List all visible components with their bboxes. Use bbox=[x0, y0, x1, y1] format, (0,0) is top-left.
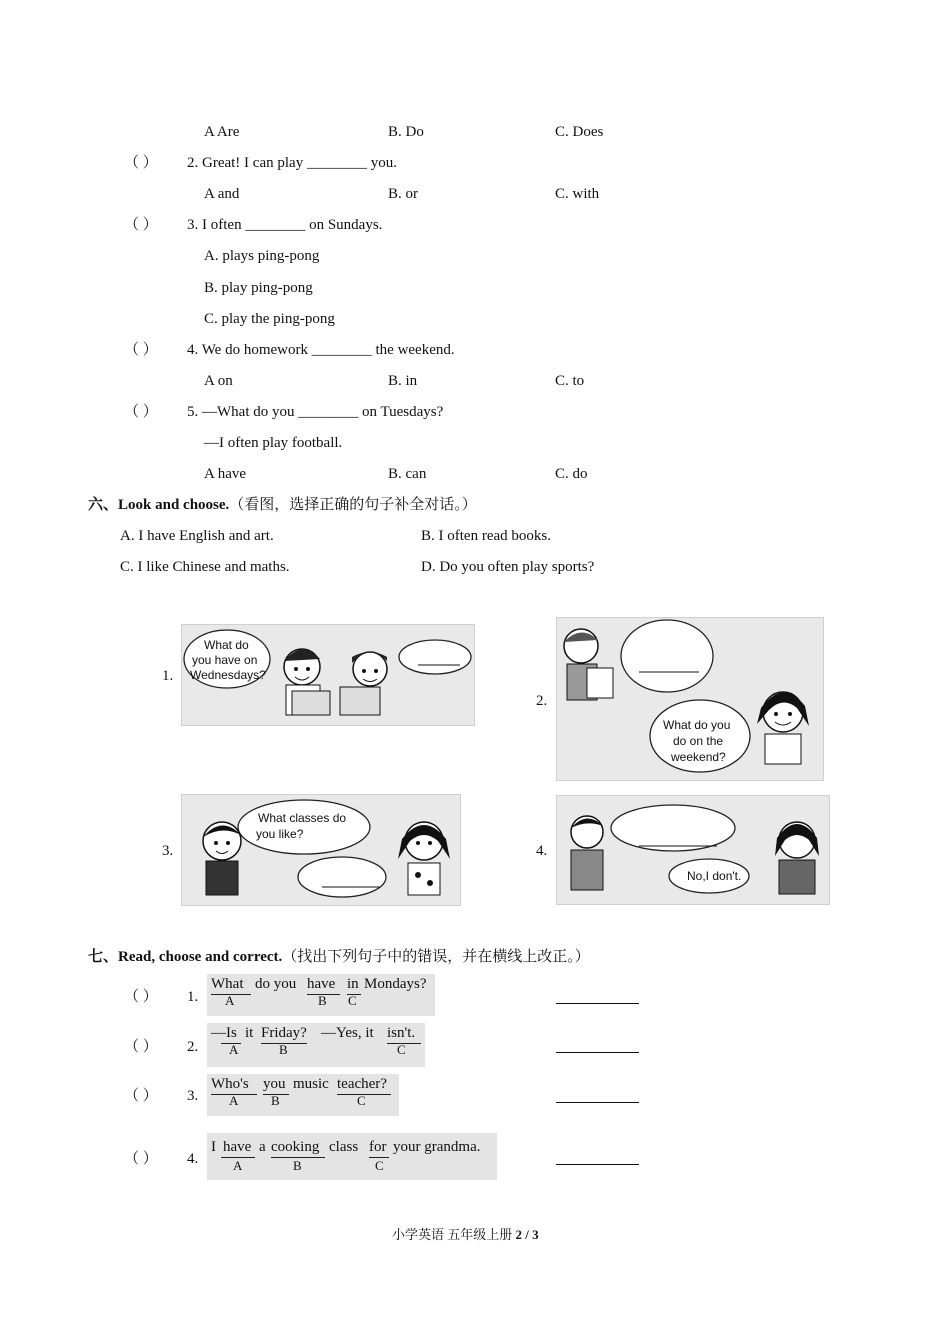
item-number: 4. bbox=[187, 1151, 199, 1167]
q2-stem: 2. Great! I can play ________ you. bbox=[187, 155, 397, 171]
q4-option-a: A on bbox=[204, 373, 233, 389]
choice-letter: A bbox=[229, 1093, 239, 1108]
page-number: 2 / 3 bbox=[515, 1227, 539, 1242]
strip-word: Who's bbox=[211, 1076, 249, 1092]
picture-4 bbox=[556, 795, 830, 905]
picture-number: 3. bbox=[162, 843, 174, 859]
bubble-line: Wednesdays? bbox=[190, 668, 266, 682]
correction-blank[interactable] bbox=[556, 1102, 639, 1103]
bubble-line: What classes do bbox=[258, 811, 347, 825]
q4-option-b: B. in bbox=[388, 373, 418, 389]
q5-option-a: A have bbox=[204, 466, 247, 482]
section6-number: 六、 bbox=[88, 497, 119, 513]
s6-option-d: D. Do you often play sports? bbox=[421, 559, 595, 575]
strip-word: it bbox=[245, 1025, 254, 1041]
picture-3 bbox=[181, 794, 461, 906]
choice-letter: B bbox=[318, 993, 327, 1008]
q1-option-b: B. Do bbox=[388, 124, 424, 140]
s6-option-a: A. I have English and art. bbox=[120, 528, 274, 544]
strip-word: I bbox=[211, 1139, 216, 1155]
picture-number: 1. bbox=[162, 668, 174, 684]
sentence-strip-3 bbox=[207, 1074, 399, 1116]
correction-blank[interactable] bbox=[556, 1003, 639, 1004]
correction-blank[interactable] bbox=[556, 1052, 639, 1053]
strip-word: have bbox=[307, 976, 336, 992]
choice-letter: C bbox=[357, 1093, 366, 1108]
q5-stem: 5. —What do you ________ on Tuesdays? bbox=[187, 404, 444, 420]
strip-word: in bbox=[347, 976, 359, 992]
picture-number: 4. bbox=[536, 843, 548, 859]
picture-number: 2. bbox=[536, 693, 548, 709]
strip-word: class bbox=[329, 1139, 359, 1155]
choice-letter: A bbox=[233, 1158, 243, 1173]
bubble-line: What do bbox=[204, 638, 249, 652]
strip-word: Friday? bbox=[261, 1025, 307, 1041]
item-number: 3. bbox=[187, 1088, 199, 1104]
strip-word: —Is bbox=[211, 1025, 237, 1041]
sentence-strip-1 bbox=[207, 974, 435, 1016]
strip-word: your grandma. bbox=[393, 1139, 481, 1155]
choice-letter: B bbox=[271, 1093, 280, 1108]
strip-word: teacher? bbox=[337, 1076, 387, 1092]
bubble-line: you have on bbox=[192, 653, 258, 667]
q2-option-c: C. with bbox=[555, 186, 600, 202]
section7-title: Read, choose and correct. bbox=[118, 949, 283, 965]
choice-letter: A bbox=[229, 1042, 239, 1057]
choice-letter: C bbox=[397, 1042, 406, 1057]
page-footer bbox=[392, 1226, 539, 1244]
strip-word: What bbox=[211, 976, 244, 992]
choice-letter: C bbox=[348, 993, 357, 1008]
strip-word: Mondays? bbox=[364, 976, 427, 992]
strip-word: music bbox=[293, 1076, 329, 1092]
strip-word: have bbox=[223, 1139, 252, 1155]
strip-word: a bbox=[259, 1139, 266, 1155]
section6-instruction: （看图，选择正确的句子补全对话。） bbox=[229, 497, 477, 513]
strip-word: —Yes, it bbox=[321, 1025, 374, 1041]
bubble-line: you like? bbox=[256, 827, 304, 841]
s6-option-b: B. I often read books. bbox=[421, 528, 551, 544]
answer-paren[interactable]: （ ） bbox=[124, 404, 158, 420]
strip-word: cooking bbox=[271, 1139, 320, 1155]
answer-paren[interactable]: （ ） bbox=[124, 342, 158, 358]
q4-option-c: C. to bbox=[555, 373, 585, 389]
s6-option-c: C. I like Chinese and maths. bbox=[120, 559, 290, 575]
bubble-line: No,I don't. bbox=[687, 869, 742, 883]
answer-paren[interactable]: （ ） bbox=[124, 1039, 158, 1055]
answer-paren[interactable]: （ ） bbox=[124, 989, 158, 1005]
q1-option-c: C. Does bbox=[555, 124, 604, 140]
section7-number: 七、 bbox=[88, 949, 119, 965]
q4-stem: 4. We do homework ________ the weekend. bbox=[187, 342, 455, 358]
item-number: 1. bbox=[187, 989, 199, 1005]
picture-2 bbox=[556, 617, 824, 781]
section7-heading bbox=[88, 948, 590, 966]
correction-blank[interactable] bbox=[556, 1164, 639, 1165]
strip-word: do you bbox=[255, 976, 297, 992]
answer-paren[interactable]: （ ） bbox=[124, 155, 158, 171]
sentence-strip-2 bbox=[207, 1023, 425, 1067]
q3-option-a: A. plays ping-pong bbox=[204, 248, 320, 264]
q2-option-b: B. or bbox=[388, 186, 418, 202]
q3-option-c: C. play the ping-pong bbox=[204, 311, 335, 327]
bubble-line: do on the bbox=[673, 734, 724, 748]
strip-word: you bbox=[263, 1076, 286, 1092]
q1-option-a: A Are bbox=[204, 124, 240, 140]
section7-instruction: （找出下列句子中的错误，并在横线上改正。） bbox=[282, 949, 590, 965]
choice-letter: A bbox=[225, 993, 235, 1008]
q5-option-c: C. do bbox=[555, 466, 588, 482]
q3-option-b: B. play ping-pong bbox=[204, 280, 313, 296]
strip-word: isn't. bbox=[387, 1025, 416, 1041]
bubble-line: weekend? bbox=[671, 750, 726, 764]
strip-word: for bbox=[369, 1139, 387, 1155]
q5-line2: —I often play football. bbox=[204, 435, 343, 451]
sentence-strip-4 bbox=[207, 1133, 497, 1180]
choice-letter: B bbox=[293, 1158, 302, 1173]
footer-text: 小学英语 五年级上册 bbox=[392, 1227, 513, 1242]
bubble-line: What do you bbox=[663, 718, 731, 732]
answer-paren[interactable]: （ ） bbox=[124, 217, 158, 233]
q3-stem: 3. I often ________ on Sundays. bbox=[187, 217, 383, 233]
item-number: 2. bbox=[187, 1039, 199, 1055]
choice-letter: B bbox=[279, 1042, 288, 1057]
section6-title: Look and choose. bbox=[118, 497, 230, 513]
q2-option-a: A and bbox=[204, 186, 240, 202]
q5-option-b: B. can bbox=[388, 466, 427, 482]
picture-1 bbox=[181, 624, 475, 726]
answer-paren[interactable]: （ ） bbox=[124, 1088, 158, 1104]
section6-heading bbox=[88, 496, 477, 514]
answer-paren[interactable]: （ ） bbox=[124, 1151, 158, 1167]
choice-letter: C bbox=[375, 1158, 384, 1173]
